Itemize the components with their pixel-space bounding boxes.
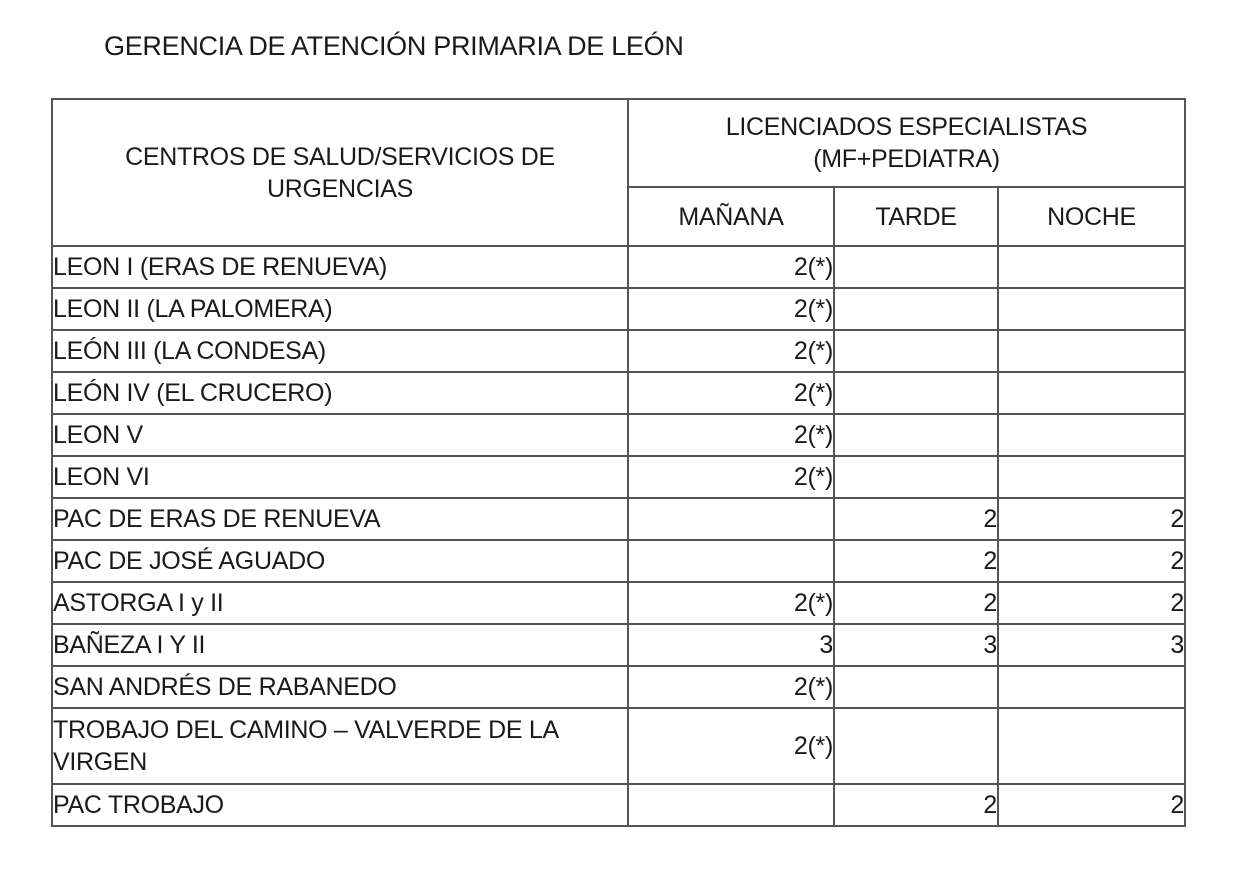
manana-value: 2(*) bbox=[628, 246, 834, 288]
tarde-value: 2 bbox=[834, 540, 998, 582]
manana-value bbox=[628, 540, 834, 582]
centro-name: TROBAJO DEL CAMINO – VALVERDE DE LA VIRGEN bbox=[52, 708, 628, 784]
noche-value: 2 bbox=[998, 582, 1185, 624]
manana-value: 3 bbox=[628, 624, 834, 666]
noche-value bbox=[998, 414, 1185, 456]
manana-value: 2(*) bbox=[628, 372, 834, 414]
table-row bbox=[52, 330, 1185, 372]
header-tarde: TARDE bbox=[834, 187, 998, 246]
centro-name: LEON V bbox=[52, 414, 628, 456]
manana-value: 2(*) bbox=[628, 414, 834, 456]
centro-name: PAC DE JOSÉ AGUADO bbox=[52, 540, 628, 582]
manana-value: 2(*) bbox=[628, 456, 834, 498]
centro-name: LEON II (LA PALOMERA) bbox=[52, 288, 628, 330]
staffing-table bbox=[51, 98, 1186, 827]
table-row bbox=[52, 414, 1185, 456]
centro-name: LEÓN III (LA CONDESA) bbox=[52, 330, 628, 372]
noche-value: 3 bbox=[998, 624, 1185, 666]
tarde-value: 2 bbox=[834, 784, 998, 826]
noche-value bbox=[998, 288, 1185, 330]
manana-value bbox=[628, 498, 834, 540]
header-noche: NOCHE bbox=[998, 187, 1185, 246]
centro-name: LEON I (ERAS DE RENUEVA) bbox=[52, 246, 628, 288]
header-manana: MAÑANA bbox=[628, 187, 834, 246]
tarde-value bbox=[834, 246, 998, 288]
table-row bbox=[52, 288, 1185, 330]
header-group-line1: LICENCIADOS ESPECIALISTAS bbox=[725, 113, 1088, 141]
table-row bbox=[52, 624, 1185, 666]
noche-value bbox=[998, 708, 1185, 784]
table-row bbox=[52, 666, 1185, 708]
table-row bbox=[52, 540, 1185, 582]
noche-value bbox=[998, 246, 1185, 288]
noche-value bbox=[998, 330, 1185, 372]
manana-value: 2(*) bbox=[628, 582, 834, 624]
centro-name: LEON VI bbox=[52, 456, 628, 498]
noche-value: 2 bbox=[998, 784, 1185, 826]
document-title: GERENCIA DE ATENCIÓN PRIMARIA DE LEÓN bbox=[104, 31, 684, 61]
centro-name: SAN ANDRÉS DE RABANEDO bbox=[52, 666, 628, 708]
manana-value: 2(*) bbox=[628, 288, 834, 330]
tarde-value: 3 bbox=[834, 624, 998, 666]
tarde-value bbox=[834, 708, 998, 784]
centro-name: PAC TROBAJO bbox=[52, 784, 628, 826]
tarde-value bbox=[834, 288, 998, 330]
tarde-value bbox=[834, 456, 998, 498]
header-centros: CENTROS DE SALUD/SERVICIOS DE URGENCIAS bbox=[52, 99, 628, 246]
tarde-value bbox=[834, 666, 998, 708]
tarde-value bbox=[834, 372, 998, 414]
noche-value bbox=[998, 372, 1185, 414]
table-row bbox=[52, 246, 1185, 288]
table-row bbox=[52, 708, 1185, 784]
centro-name: BAÑEZA I Y II bbox=[52, 624, 628, 666]
tarde-value: 2 bbox=[834, 498, 998, 540]
tarde-value: 2 bbox=[834, 582, 998, 624]
noche-value: 2 bbox=[998, 498, 1185, 540]
table-row bbox=[52, 456, 1185, 498]
noche-value bbox=[998, 666, 1185, 708]
tarde-value bbox=[834, 330, 998, 372]
table-row bbox=[52, 372, 1185, 414]
table-row bbox=[52, 784, 1185, 826]
manana-value bbox=[628, 784, 834, 826]
table-row bbox=[52, 498, 1185, 540]
table-row bbox=[52, 582, 1185, 624]
centro-name: LEÓN IV (EL CRUCERO) bbox=[52, 372, 628, 414]
tarde-value bbox=[834, 414, 998, 456]
manana-value: 2(*) bbox=[628, 330, 834, 372]
header-group-line2: (MF+PEDIATRA) bbox=[813, 145, 1000, 173]
centro-name: PAC DE ERAS DE RENUEVA bbox=[52, 498, 628, 540]
noche-value bbox=[998, 456, 1185, 498]
noche-value: 2 bbox=[998, 540, 1185, 582]
centro-name: ASTORGA I y II bbox=[52, 582, 628, 624]
manana-value: 2(*) bbox=[628, 708, 834, 784]
manana-value: 2(*) bbox=[628, 666, 834, 708]
header-licenciados-especialistas bbox=[628, 99, 1185, 187]
